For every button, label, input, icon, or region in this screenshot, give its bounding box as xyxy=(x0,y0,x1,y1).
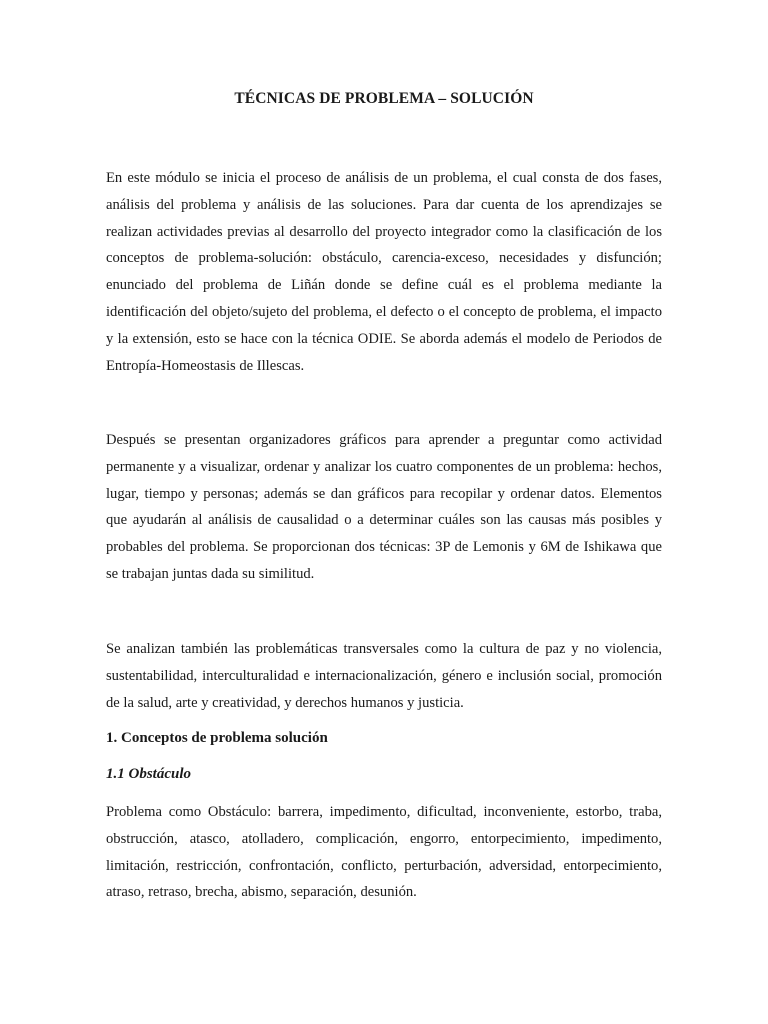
obstacle-paragraph: Problema como Obstáculo: barrera, impedimento, dificultad, inconveniente, estorbo, traba, obstrucción, atasco, atolladero, complicación, engorro, entorpecimiento, impedimento, limitación, restricción, confrontación, conflicto, perturbación, adversidad, entorpecimiento, atraso, retraso, brecha, abismo, separación, desunión. xyxy=(106,804,662,901)
intro-paragraph: En este módulo se inicia el proceso de análisis de un problema, el cual consta de dos fases, análisis del problema y análisis de las soluciones. Para dar cuenta de los aprendizajes se realizan actividades previas al desarrollo del proyecto integrador como la clasificación de los conceptos de problema-solución: obstáculo, carencia-exceso, necesidades y disfunción; enunciado del problema de Liñán donde se define cuál es el problema mediante la identificación del objeto/sujeto del problema, el defecto o el concepto de problema, el impacto y la extensión, esto se hace con la técnica ODIE. Se aborda además el modelo de Periodos de Entropía-Homeostasis de Illescas. xyxy=(106,170,662,374)
graphic-organizers-paragraph: Después se presentan organizadores gráficos para aprender a preguntar como actividad permanente y a visualizar, ordenar y analizar los cuatro componentes de un problema: hechos, lugar, tiempo y personas; además se dan gráficos para recopilar y ordenar datos. Elementos que ayudarán al análisis de causalidad o a determinar cuáles son las causas más posibles y probables del problema. Se proporcionan dos técnicas: 3P de Lemonis y 6M de Ishikawa que se trabajan juntas dada su similitud. xyxy=(106,432,662,582)
section-heading: 1. Conceptos de problema solución xyxy=(106,730,328,746)
subsection-heading: 1.1 Obstáculo xyxy=(106,766,192,782)
document-title: TÉCNICAS DE PROBLEMA – SOLUCIÓN xyxy=(234,90,534,107)
transversal-issues-paragraph: Se analizan también las problemáticas transversales como la cultura de paz y no violencia, sustentabilidad, interculturalidad e internacionalización, género e inclusión social, promoción de la salud, arte y creatividad, y derechos humanos y justicia. xyxy=(106,641,662,711)
